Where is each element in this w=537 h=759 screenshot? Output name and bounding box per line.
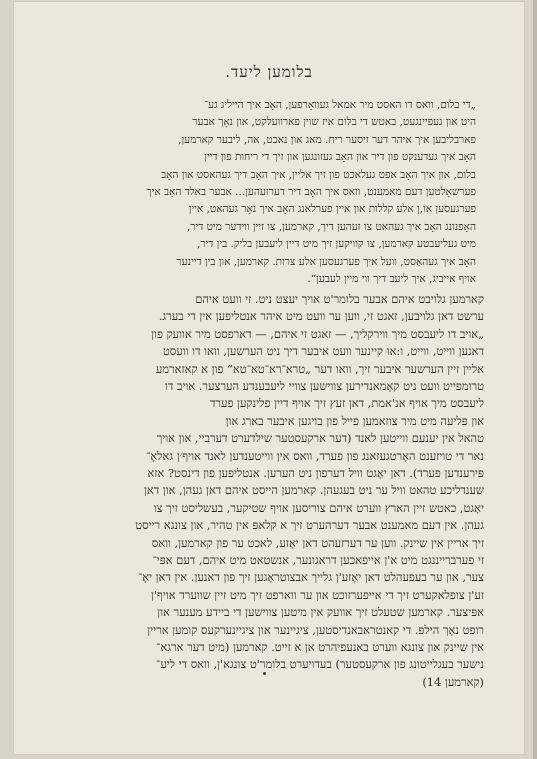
text-line: יאָגט, כאטש זיין הארץ ווערט איהם צוריסען אויף שטיקער, בעשליסט זיך צו (153, 500, 484, 515)
text-line: טהאל אין יענעם ווייטען לאנד (דער ארקעסטער שילדערט דערביי, און אויך (156, 431, 484, 446)
text-line: בלום, און איך האָב אפט געלאכט פון זיך אליין, איך האָב דיך געהאסט און האָב (161, 168, 476, 181)
text-line: זיך אריין אין שיינק. ווען ער דערזעהט דאן יאָזע, לאכט ער פון קארמען, וואס (151, 535, 484, 550)
text-line: האָב איך געדענקט פון דיר און האָב געזונגען און זיך די ריחות פון דיין (204, 151, 476, 164)
text-line: זי פערברייננגט מיט א'ן אייפאכען דראגונער, אנשטאט מיט איהם, דעם אפּי־ (152, 553, 484, 567)
text-line: זע'ן צופלאקערט זיך די אייפערזוכט און ער ווארפט זיך מיט זיין שווערד אויף'ן (150, 587, 484, 602)
text-line: אפּיצער. קארמען שטעלט זיך אוועק אין מיטען צווישען די ביידע מענער און (157, 605, 484, 620)
text-line: „די בלום, וואס דו האסט מיר אמאל געוואָרפען, האָב איך הייליג גע־ (204, 99, 476, 111)
text-line: האָפנונג האָב איך געהאט צו זעהען דיך, קארמען, צו זיין ווידער מיט דיר, (186, 220, 476, 233)
text-line: היט און געפּיינגעט, באטש די בלום איז שוין פארוועלקט, און נאָך אבער (192, 116, 476, 129)
text-line: טרומפייט וועט ניט קאָמאנדירען צווישען צוויי ליעבענדע הערצער. אויב דו (164, 379, 484, 393)
text-line: ערשט דאן גלויבען, זאגט זי, ווען ער וועט מיט איהר אנטליפען אין די בערג. (158, 309, 484, 324)
text-line: „אויב דו ליעבסט מיך ווירקליך, — זאגט זי איהם, — דארפסט מיר אוועק פון (151, 326, 484, 341)
text-line: און פּליעה מיט מיר צוזאמען פייל פון בויגען איבער בארג און (225, 413, 484, 428)
text-line: צער, און ער בעפעהלט דאן יאָזע'ן גלייך אבצוטראָגען זיך פון דאנען. אין דאן יאָ־ (137, 570, 484, 585)
text-line: שענדליכע טהאט וויל ער ניט בעגעהן. קארמען הייסט איהם דאן געהן, און דאן (144, 483, 484, 498)
text-line: נישער בעגלייטונג פון ארקעסטער) בעדויערט בלומר'ט צונגא'ן, וואס די ליע־ (155, 657, 484, 672)
text-line: אויף אייביג, איך ליעב דיך ווי מיין לעבען“. (307, 273, 476, 285)
text-line: (קארמען 14) (422, 674, 484, 689)
text-line: ליעבסט מיך אויף אנ'אמת, דאן זעץ זיך אויף דיין פלינקען פערד (209, 396, 484, 411)
page-edge-shadow (533, 0, 537, 759)
text-line: אין שיינק און צונגא ווערט באנעפיהרט אן א זייט. קארמען (מיט דער ארגא־ (156, 640, 484, 654)
text-line: פערגעסען או,ן אלע קללות און איין פערלאנג האָב איך נאָר געהאט, איין (188, 203, 476, 216)
text-line: קארמען גלויבט איהם אבער בלומר'ט אויך יעצט ניט. זי וועט איהם (195, 292, 484, 306)
text-line: האָב איך געהאַסט, וועל איך פערגעסען אלע צרות. קארמען, און בין דיינער (176, 255, 476, 268)
text-line: פּירענדען פערד). דאן יאָגט וויל דערפון ניט הערען. אנטליפען פון דינסט? אזא (147, 466, 484, 480)
bottom-ornament-dot (263, 672, 266, 675)
text-line: מיט געליעבטע קארמען, צו קוויקען זיך מיט דיין ליעבען בליק. בין דיר, (197, 238, 476, 251)
text-line: רופט נאָך הילפּ. די קאנטראבאנדיסטען, ציגיינער און ציגיינערקעס קומען אריין (147, 622, 484, 637)
text-line: פערשאָלטען דעם מאמענט, וואס איך האָב דיר דערזעהען... אבער באלד האָב איך (146, 186, 476, 198)
text-line: אליין זיין הערשער איבער זיך, וואו דער „טרא־רא־טא־טא“ פון א קאזארמע (155, 361, 484, 376)
page-title: בלומען ליעד. (225, 63, 313, 81)
text-line: דאנען ווייט, ווייט, ו:אוּ קיינער וועט איבער דיך ניט הערשען, וואו דו וועסט (162, 344, 484, 359)
book-page (14, 2, 524, 754)
text-line: נאר די טויזענט האָרטגעזאנג פון פערד, וואס אין ווייטענדען לאנד אויף׳ן גאלאָ־ (145, 448, 484, 463)
text-line: פארבליבען איך איהר דער זיסער ריח. מאג און נאכט, אה, ליבער קארמען, (178, 133, 476, 146)
text-line: געהן. אין דעם מאמענט אבער דערהערט זיך א קלאפּ אין טהיר, און צונגא רייסט (135, 518, 484, 533)
